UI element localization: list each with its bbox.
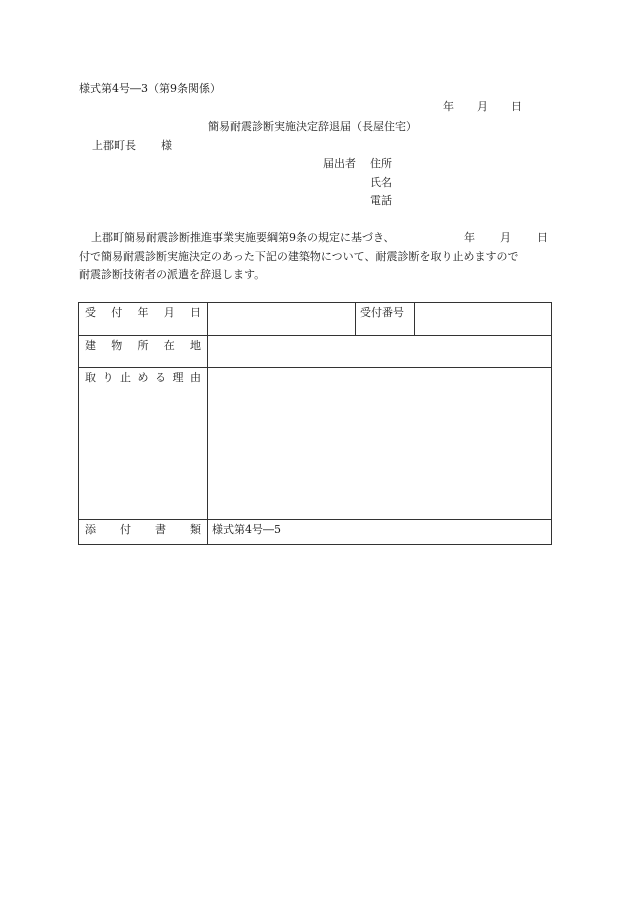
label-char: 類 bbox=[190, 523, 201, 536]
table-row bbox=[79, 520, 552, 545]
receipt-date-label bbox=[79, 303, 208, 336]
attachments-value: 様式第4号―5 bbox=[208, 520, 552, 545]
date-year: 年 bbox=[443, 100, 454, 113]
label-char: 建 bbox=[85, 339, 96, 352]
label-char: 年 bbox=[137, 306, 149, 319]
label-char: 所 bbox=[137, 339, 149, 352]
body-month: 月 bbox=[500, 231, 511, 244]
body-line-3: 耐震診断技術者の派遣を辞退します。 bbox=[79, 268, 266, 281]
receipt-date-field[interactable] bbox=[208, 303, 356, 336]
name-label: 氏名 bbox=[370, 176, 392, 189]
label-char: 日 bbox=[190, 306, 201, 319]
label-char: る bbox=[155, 371, 166, 384]
date-month: 月 bbox=[477, 100, 488, 113]
label-char: 止 bbox=[120, 371, 131, 384]
label-char: 地 bbox=[190, 339, 201, 352]
label-char: 月 bbox=[163, 306, 175, 319]
honorific: 様 bbox=[161, 139, 172, 152]
addressee: 上郡町長 bbox=[92, 139, 136, 152]
address-label: 住所 bbox=[370, 157, 392, 170]
label-char: り bbox=[102, 371, 114, 384]
attachments-label bbox=[79, 520, 208, 545]
phone-label: 電話 bbox=[370, 194, 392, 207]
receipt-number-label: 受付番号 bbox=[356, 303, 415, 336]
body-line-2: 付で簡易耐震診断実施決定のあった下記の建築物について、耐震診断を取り止めますので bbox=[79, 250, 519, 263]
label-char: 在 bbox=[163, 339, 175, 352]
building-location-label bbox=[79, 336, 208, 368]
table-row bbox=[79, 303, 552, 336]
table-row bbox=[79, 368, 552, 520]
label-char: 受 bbox=[85, 306, 96, 319]
form-number: 様式第4号―3（第9条関係） bbox=[79, 82, 221, 95]
receipt-number-field[interactable] bbox=[415, 303, 552, 336]
building-location-field[interactable] bbox=[208, 336, 552, 368]
applicant-label: 届出者 bbox=[323, 157, 356, 170]
label-char: 由 bbox=[190, 371, 201, 384]
label-char: 書 bbox=[155, 523, 166, 536]
label-char: 取 bbox=[85, 371, 96, 384]
body-day: 日 bbox=[537, 231, 548, 244]
body-line-1: 上郡町簡易耐震診断推進事業実施要綱第9条の規定に基づき、 bbox=[91, 231, 395, 244]
label-char: 物 bbox=[111, 339, 123, 352]
cancel-reason-label bbox=[79, 368, 208, 520]
label-char: め bbox=[137, 371, 149, 384]
table-row bbox=[79, 336, 552, 368]
label-char: 付 bbox=[120, 523, 131, 536]
cancel-reason-field[interactable] bbox=[208, 368, 552, 520]
body-year: 年 bbox=[464, 231, 475, 244]
label-char: 添 bbox=[85, 523, 96, 536]
label-char: 付 bbox=[111, 306, 123, 319]
date-day: 日 bbox=[511, 100, 522, 113]
application-table bbox=[78, 302, 552, 545]
document-title: 簡易耐震診断実施決定辞退届（長屋住宅） bbox=[208, 120, 417, 133]
label-char: 理 bbox=[172, 371, 184, 384]
